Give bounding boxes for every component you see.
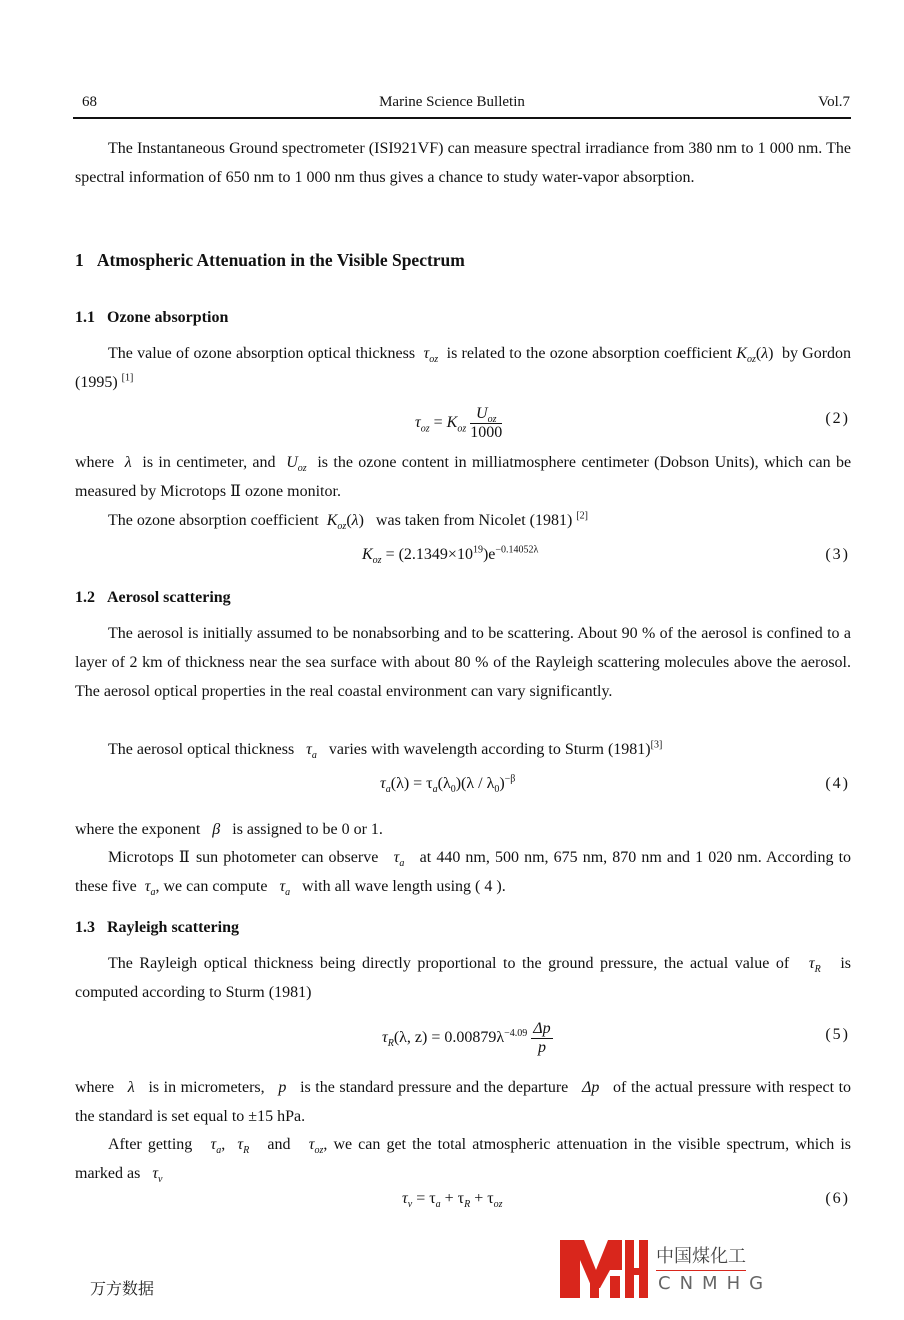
section-1-2-heading: 1.2 Aerosol scattering: [75, 589, 231, 606]
cnmhg-logo-icon: [560, 1240, 648, 1300]
ozone-units-paragraph: where λ is in centimeter, and $U_{oz}$ is the ozone content in milliatmosphere centimeter (Dobson Units), which can be measured by Microtops Ⅱ ozone monitor.: [75, 454, 852, 500]
equation-2: $\tau_{oz} = K_{oz}$ $\frac{U_{oz}}{1000}$: [415, 405, 503, 441]
section-1-1-heading: 1.1 Ozone absorption: [75, 309, 229, 326]
equation-3: $K_{oz} = (2.1349\times 10^{19})e^{-0.14052\lambda}$: [362, 544, 539, 567]
equation-3-number: (3): [825, 546, 850, 563]
page-number: 68: [82, 94, 97, 110]
pressure-paragraph: where λ is in micrometers, p is the standard pressure and the departure Δp of the actual pressure with respect to the standard is set equal to ±15 hPa.: [75, 1079, 852, 1125]
rayleigh-paragraph: The Rayleigh optical thickness being directly proportional to the ground pressure, the actual value of $\tau_R$ is computed according to Sturm (1981): [75, 955, 852, 1001]
aerosol-thickness-paragraph: The aerosol optical thickness $\tau_a$ varies with wavelength according to Sturm (1981)[3]: [108, 739, 663, 762]
section-1-3-heading: 1.3 Rayleigh scattering: [75, 919, 239, 936]
exponent-paragraph: where the exponent β is assigned to be 0 or 1.: [75, 821, 383, 838]
equation-6: $\tau_v = \tau_a + \tau_R + \tau_{oz}$: [402, 1190, 503, 1211]
watermark-logo: [560, 1240, 648, 1300]
header-rule: [73, 117, 851, 119]
watermark-cn-text: 中国煤化工: [656, 1242, 746, 1271]
equation-2-number: (2): [825, 410, 850, 427]
intro-paragraph: The Instantaneous Ground spectrometer (ISI921VF) can measure spectral irradiance from 380 nm to 1 000 nm. The spectral information of 650 nm to 1 000 nm thus gives a chance to study water-vapor absorption.: [75, 140, 851, 186]
equation-5-number: (5): [825, 1026, 850, 1043]
equation-4-number: (4): [825, 775, 850, 792]
aerosol-paragraph: The aerosol is initially assumed to be nonabsorbing and to be scattering. About 90 % of the aerosol is confined to a layer of 2 km of thickness near the sea surface with about 80 % of the Rayleigh scattering molecules above the aerosol. The aerosol optical properties in the real coastal environment can vary significantly.: [75, 625, 851, 700]
sun-photometer-paragraph: Microtops Ⅱ sun photometer can observe $\tau_a$ at 440 nm, 500 nm, 675 nm, 870 nm and 1 020 nm. According to these five $\tau_a$, we can compute $\tau_a$ with all wave length using ( 4 ).: [75, 849, 852, 899]
ozone-paragraph: The value of ozone absorption optical thickness $\tau_{oz}$ is related to the ozone absorption coefficient $K_{oz}(\lambda)$ by Gordon (1995) [1]: [75, 345, 852, 391]
footer-text: 万方数据: [90, 1279, 155, 1298]
equation-6-number: (6): [825, 1190, 850, 1207]
equation-5: $\tau_R(\lambda$, $z) = 0.00879\lambda^{-4.09}$ $\frac{\Delta p}{p}$: [382, 1020, 551, 1056]
journal-title: Marine Science Bulletin: [379, 94, 525, 110]
volume: Vol.7: [818, 94, 850, 110]
equation-4: $\tau_a(\lambda) = \tau_a(\lambda_0)(\lambda / \lambda_0)^{-\beta}$: [380, 773, 516, 796]
ozone-coefficient-paragraph: The ozone absorption coefficient $K_{oz}(\lambda)$ was taken from Nicolet (1981) [2]: [108, 510, 588, 533]
section-1-heading: 1 Atmospheric Attenuation in the Visible Spectrum: [75, 250, 465, 270]
total-attenuation-paragraph: After getting $\tau_a$, $\tau_R$ and $\tau_{oz}$, we can get the total atmospheric attenuation in the visible spectrum, which is marked as $\tau_v$: [75, 1136, 852, 1186]
watermark-en-text: CNMHG: [658, 1273, 773, 1294]
